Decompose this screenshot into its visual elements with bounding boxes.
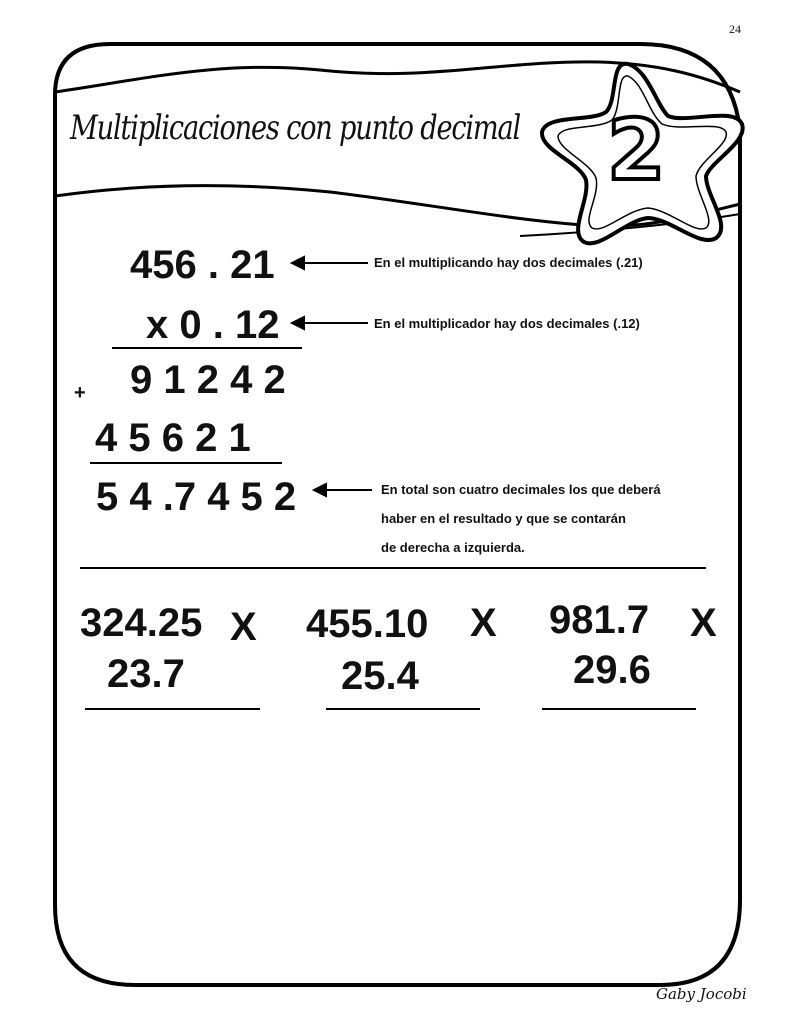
page-number: 24 — [729, 22, 741, 36]
problem-3-operator: X — [690, 601, 717, 645]
plus-sign: + — [74, 382, 86, 404]
problem-1-top: 324.25 — [80, 601, 203, 645]
problem-1-bottom: 23.7 — [107, 652, 185, 696]
note-result-line-1: En total son cuatro decimales los que deberá — [381, 482, 661, 497]
example-partial-product-1: 9 1 2 4 2 — [130, 358, 286, 402]
problem-3-top: 981.7 — [549, 598, 650, 642]
note-result-line-3: de derecha a izquierda. — [381, 540, 525, 555]
example-multiplicand: 456 . 21 — [130, 243, 275, 287]
page-title: Multiplicaciones con punto decimal — [70, 108, 521, 148]
example-multiplier: x 0 . 12 — [146, 303, 280, 347]
author-signature: Gaby Jocobi — [656, 985, 747, 1003]
example-arrows — [292, 257, 372, 496]
problem-2-top: 455.10 — [306, 602, 429, 646]
note-result-line-2: haber en el resultado y que se contarán — [381, 511, 626, 526]
problem-3-bottom: 29.6 — [573, 648, 651, 692]
note-multiplicand: En el multiplicando hay dos decimales (.21) — [374, 255, 643, 270]
example-partial-product-2: 4 5 6 2 1 — [95, 416, 251, 460]
badge-number: 2 — [607, 101, 666, 199]
problem-2-operator: X — [470, 601, 497, 645]
problem-1-operator: X — [230, 605, 257, 649]
note-multiplier: En el multiplicador hay dos decimales (.12) — [374, 316, 640, 331]
problem-2-bottom: 25.4 — [341, 654, 419, 698]
example-result: 5 4 .7 4 5 2 — [96, 475, 297, 519]
